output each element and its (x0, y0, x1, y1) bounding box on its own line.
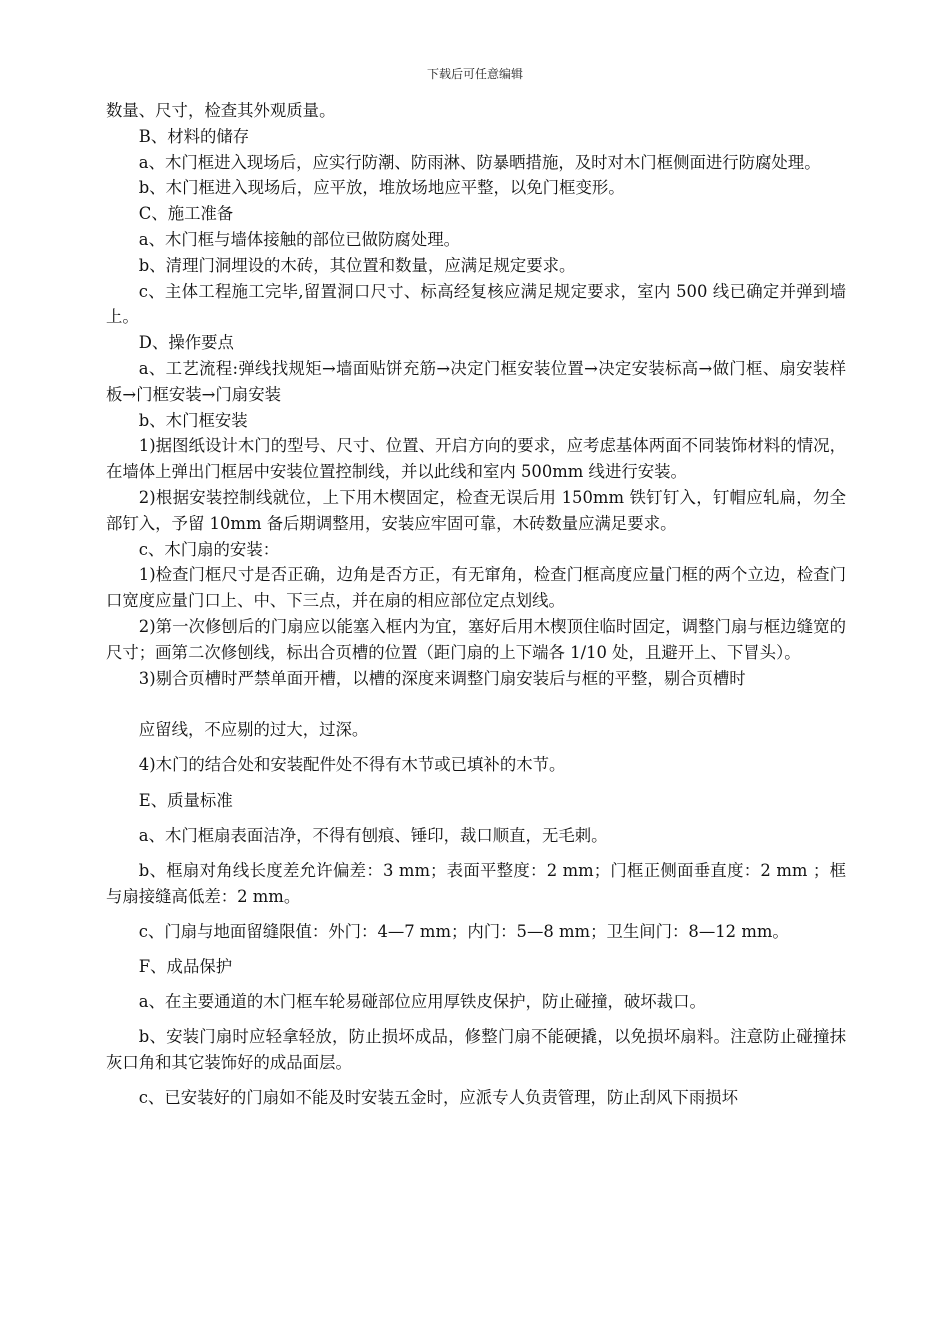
page-header: 下载后可任意编辑 (426, 67, 523, 81)
paragraph: b、框扇对角线长度差允许偏差：3 mm；表面平整度：2 mm；门框正侧面垂直度：2 mm ；框与扇接缝高低差：2 mm。 (106, 860, 846, 906)
document-section-lower (106, 717, 846, 1110)
paragraph: c、主体工程施工完毕,留置洞口尺寸、标高经复核应满足规定要求，室内 500 线已确定并弹到墙上。 (106, 281, 846, 327)
paragraph: 1)据图纸设计木门的型号、尺寸、位置、开启方向的要求，应考虑基体两面不同装饰材料的情况，在墙体上弹出门框居中安装位置控制线，并以此线和室内 500mm 线进行安装。 (106, 436, 846, 482)
paragraph: a、木门框进入现场后，应实行防潮、防雨淋、防暴晒措施，及时对木门框侧面进行防腐处理。 (138, 152, 821, 172)
paragraph: 2)第一次修刨后的门扇应以能塞入框内为宜，塞好后用木楔顶住临时固定，调整门扇与框边缝宽的尺寸；画第二次修刨线，标出合页槽的位置（距门扇的上下端各 1/10 处，且避开上、下冒头）。 (106, 616, 846, 662)
paragraph: b、安装门扇时应轻拿轻放，防止损坏成品，修整门扇不能硬撬，以免损坏扇料。注意防止碰撞抹灰口角和其它装饰好的成品面层。 (106, 1026, 846, 1072)
document-body (106, 98, 846, 1111)
paragraph: 应留线，不应剔的过大，过深。 (138, 720, 369, 740)
paragraph: B、材料的储存 (138, 126, 250, 146)
paragraph: 4)木门的结合处和安装配件处不得有木节或已填补的木节。 (138, 755, 566, 775)
paragraph: c、已安装好的门扇如不能及时安装五金时，应派专人负责管理，防止刮风下雨损坏 (138, 1087, 739, 1107)
paragraph: 3)剔合页槽时严禁单面开槽，以槽的深度来调整门扇安装后与框的平整，剔合页槽时 (138, 668, 746, 688)
paragraph: 数量、尺寸，检查其外观质量。 (106, 101, 336, 120)
paragraph: c、门扇与地面留缝限值：外门：4—7 mm；内门：5—8 mm；卫生间门：8—12 mm。 (138, 921, 789, 941)
paragraph: c、木门扇的安装： (138, 539, 280, 559)
paragraph: a、木门框扇表面洁净，不得有刨痕、锤印，裁口顺直，无毛刺。 (138, 825, 608, 845)
paragraph: F、成品保护 (138, 956, 233, 976)
paragraph: D、操作要点 (138, 333, 234, 353)
paragraph: a、在主要通道的木门框车轮易碰部位应用厚铁皮保护，防止碰撞，破坏裁口。 (138, 991, 706, 1011)
paragraph: a、木门框与墙体接触的部位已做防腐处理。 (138, 229, 460, 249)
paragraph: b、木门框安装 (138, 410, 248, 430)
paragraph: 1)检查门框尺寸是否正确，边角是否方正，有无窜角，检查门框高度应量门框的两个立边，检查门口宽度应量门口上、中、下三点，并在扇的相应部位定点划线。 (106, 565, 846, 611)
document-section-upper (106, 98, 846, 691)
paragraph: b、木门框进入现场后，应平放，堆放场地应平整，以免门框变形。 (138, 178, 625, 198)
paragraph: E、质量标准 (138, 790, 233, 810)
paragraph: 2)根据安装控制线就位，上下用木楔固定，检查无误后用 150mm 铁钉钉入，钉帽应轧扁，勿全部钉入，予留 10mm 备后期调整用，安装应牢固可靠，木砖数量应满足要求。 (106, 487, 846, 533)
paragraph: b、清理门洞埋设的木砖，其位置和数量，应满足规定要求。 (138, 255, 576, 275)
paragraph: a、工艺流程:弹线找规矩→墙面贴饼充筋→决定门框安装位置→决定安装标高→做门框、扇安装样板→门框安装→门扇安装 (106, 358, 846, 404)
paragraph: C、施工准备 (138, 204, 234, 224)
